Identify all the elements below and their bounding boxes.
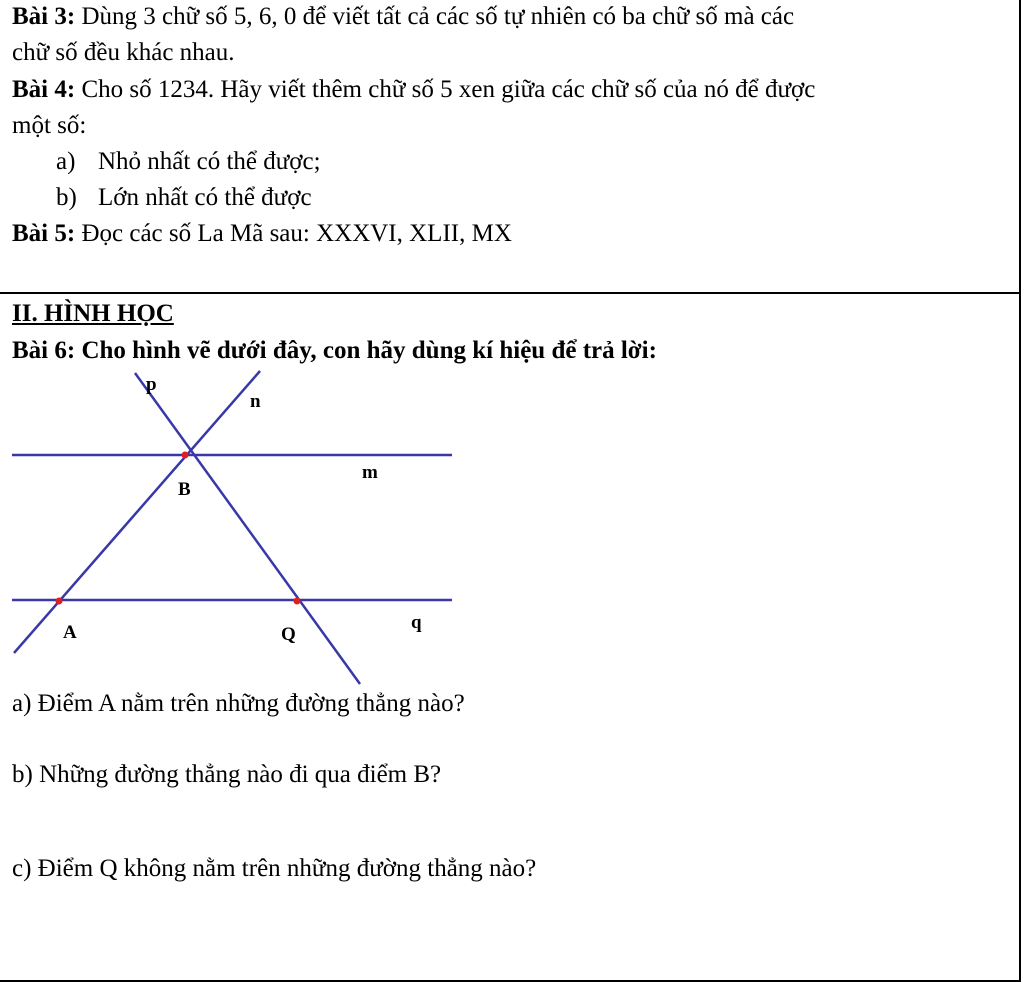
point-B [182, 452, 189, 459]
label-q: q [411, 612, 422, 633]
bai4-item-b [56, 181, 312, 215]
label-Q: Q [281, 624, 296, 645]
label-B: B [178, 479, 191, 500]
label-n: n [250, 391, 261, 412]
section-heading-geometry: II. HÌNH HỌC [12, 300, 174, 327]
bai4-line1 [12, 73, 815, 107]
bai4-item-b-label: b) [56, 184, 77, 211]
bai4-item-a-label: a) [56, 148, 76, 175]
point-Q [294, 598, 301, 605]
bai3-text: Dùng 3 chữ số 5, 6, 0 để viết tất cả các số tự nhiên có ba chữ số mà các [81, 3, 795, 30]
bai3-line2: chữ số đều khác nhau. [12, 39, 235, 66]
point-A [56, 598, 63, 605]
label-A: A [63, 622, 77, 643]
bai5-text: Đọc các số La Mã sau: XXXVI, XLII, MX [81, 220, 512, 247]
question-b: b) Những đường thẳng nào đi qua điểm B? [12, 761, 442, 788]
label-p: p [146, 374, 157, 395]
bai4-text: Cho số 1234. Hãy viết thêm chữ số 5 xen giữa các chữ số của nó để được [81, 76, 816, 103]
bai4-label: Bài 4: [12, 76, 76, 103]
bai5-line [12, 217, 512, 251]
bai4-item-b-text: Lớn nhất có thể được [98, 184, 312, 211]
question-a: a) Điểm A nằm trên những đường thẳng nào? [12, 690, 465, 717]
geometry-figure [0, 360, 470, 690]
bai4-line2: một số: [12, 112, 87, 139]
question-c: c) Điểm Q không nằm trên những đường thẳng nào? [12, 855, 537, 882]
bai5-label: Bài 5: [12, 220, 76, 247]
bai6-title: Bài 6: Cho hình vẽ dưới đây, con hãy dùng kí hiệu để trả lời: [12, 337, 657, 364]
bai3-line1 [12, 0, 794, 34]
bai4-item-a [56, 145, 321, 179]
label-m: m [362, 462, 378, 483]
line-p [135, 373, 360, 684]
line-n [14, 371, 260, 653]
bai3-label: Bài 3: [12, 3, 76, 30]
bai4-item-a-text: Nhỏ nhất có thể được; [98, 148, 321, 175]
